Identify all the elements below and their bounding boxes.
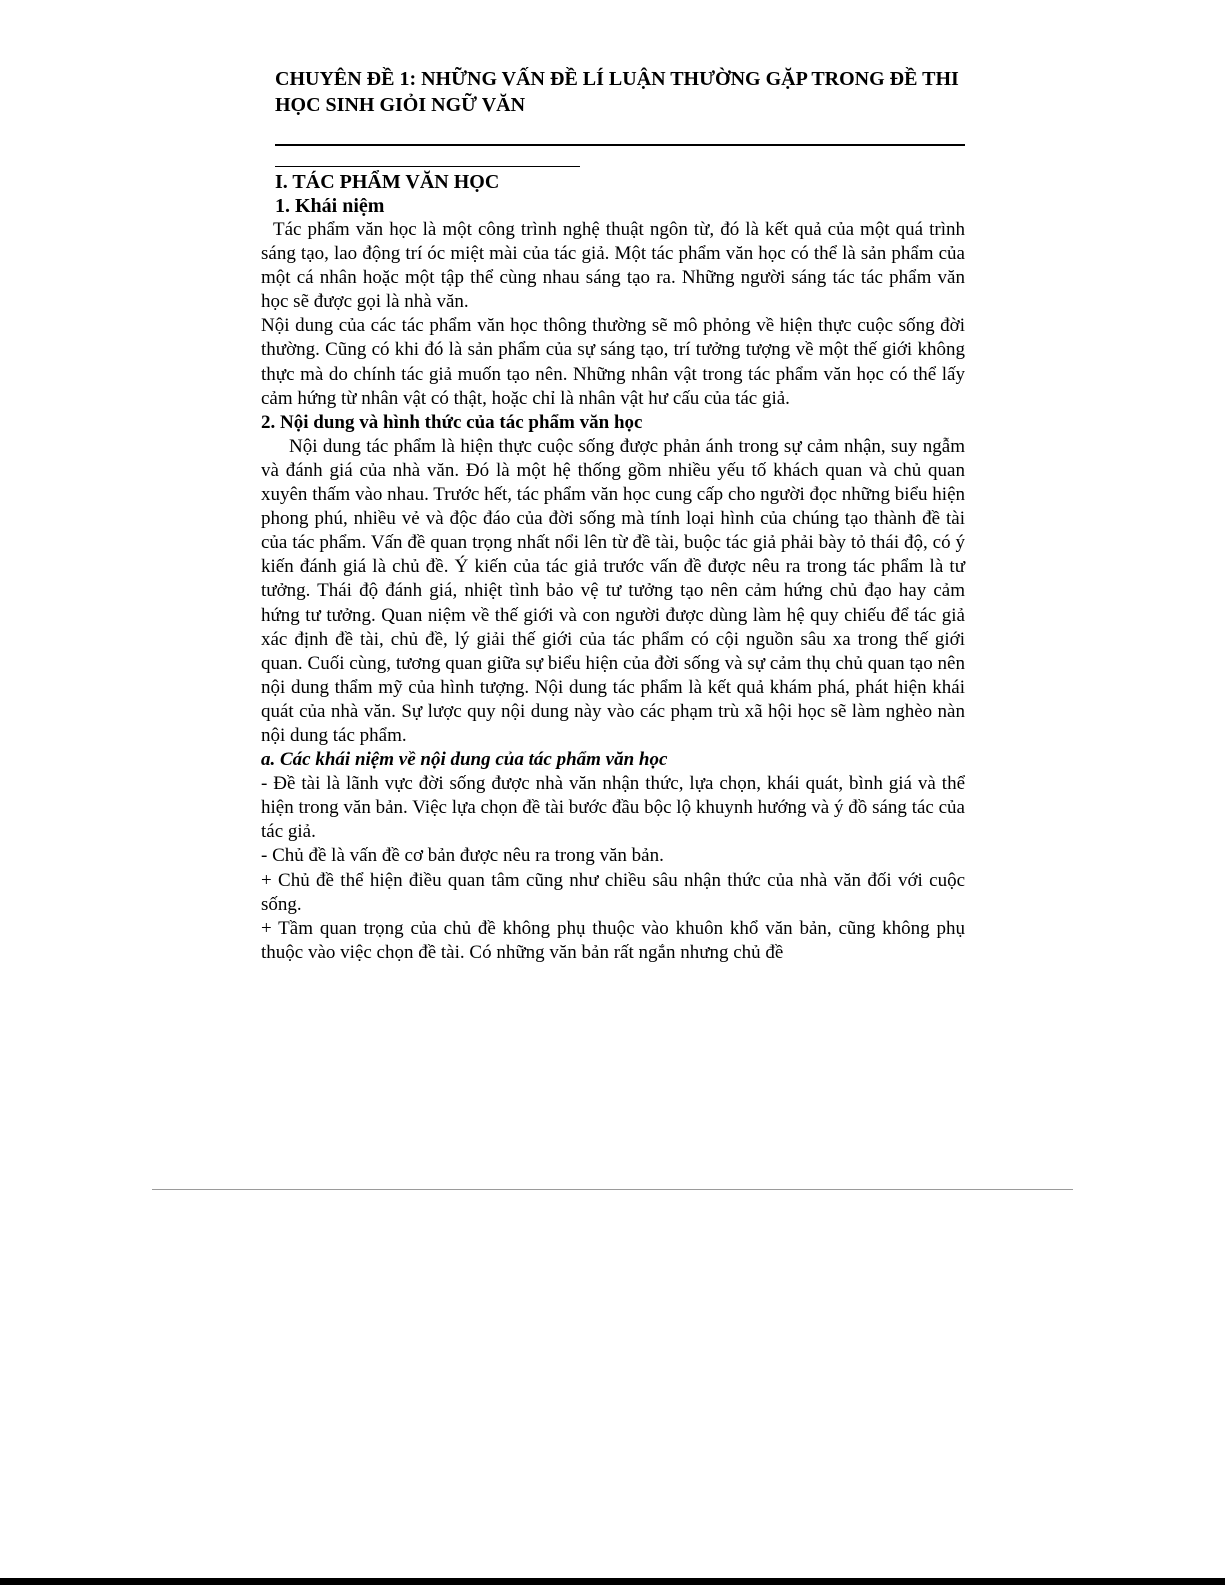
page-footer-divider [152, 1189, 1073, 1190]
section-divider [275, 166, 580, 167]
paragraph-content-overview: Nội dung của các tác phẩm văn học thông thường sẽ mô phỏng về hiện thực cuộc sống đời thường. Cũng có khi đó là sản phẩm của sự sáng tạo, trí tưởng tượng về một thế giới không thực mà do chính tác giả muốn tạo nên. Những nhân vật trong tác phẩm văn học có thể lấy cảm hứng từ nhân vật có thật, hoặc chỉ là nhân vật hư cấu của tác giả. [261, 315, 965, 409]
page-bottom-edge [0, 1578, 1225, 1585]
subheading-content-form: 2. Nội dung và hình thức của tác phẩm văn học [261, 411, 643, 433]
list-item-main-theme: - Chủ đề là vấn đề cơ bản được nêu ra trong văn bản. [261, 845, 664, 867]
body-text [261, 218, 965, 965]
paragraph-definition: Tác phẩm văn học là một công trình nghệ thuật ngôn từ, đó là kết quả của một quá trình sáng tạo, lao động trí óc miệt mài của tác giả. Một tác phẩm văn học có thể là sản phẩm của một cá nhân hoặc một tập thể cùng nhau sáng tạo ra. Những người sáng tác tác phẩm văn học sẽ được gọi là nhà văn. [261, 219, 965, 313]
subheading-content-concepts: a. Các khái niệm về nội dung của tác phẩm văn học [261, 749, 668, 771]
section-heading: I. TÁC PHẨM VĂN HỌC [275, 171, 500, 193]
paragraph-content-detail: Nội dung tác phẩm là hiện thực cuộc sống được phản ánh trong sự cảm nhận, suy ngẫm và đánh giá của nhà văn. Đó là một hệ thống gồm nhiều yếu tố khách quan và chủ quan xuyên thấm vào nhau. Trước hết, tác phẩm văn học cung cấp cho người đọc những biểu hiện phong phú, nhiều vẻ và độc đáo của đời sống mà tính loại hình của chúng tạo thành đề tài của tác phẩm. Vấn đề quan trọng nhất nổi lên từ đề tài, buộc tác giả phải bày tỏ thái độ, có ý kiến đánh giá là chủ đề. Ý kiến của tác giả trước vấn đề được nêu ra trong tác phẩm là tư tưởng. Thái độ đánh giá, nhiệt tình bảo vệ tư tưởng tạo nên cảm hứng chủ đạo hay cảm hứng tư tưởng. Quan niệm về thế giới và con người được dùng làm hệ quy chiếu để tác giả xác định đề tài, chủ đề, lý giải thế giới của tác phẩm có cội nguồn sâu xa trong thế giới quan. Cuối cùng, tương quan giữa sự biểu hiện của đời sống và sự cảm thụ chủ quan tạo nên nội dung thẩm mỹ của hình tượng. Nội dung tác phẩm là kết quả khám phá, phát hiện khái quát của nhà văn. Sự lược quy nội dung này vào các phạm trù xã hội học sẽ làm nghèo nàn nội dung tác phẩm. [261, 435, 965, 746]
document-title: CHUYÊN ĐỀ 1: NHỮNG VẤN ĐỀ LÍ LUẬN THƯỜNG GẶP TRONG ĐỀ THI HỌC SINH GIỎI NGỮ VĂN [275, 68, 959, 116]
subheading-definition: 1. Khái niệm [275, 195, 385, 217]
list-item-theme-topic: - Đề tài là lãnh vực đời sống được nhà văn nhận thức, lựa chọn, khái quát, bình giá và thể hiện trong văn bản. Việc lựa chọn đề tài bước đầu bộc lộ khuynh hướng và ý đồ sáng tác của tác giả. [261, 773, 965, 843]
list-item-theme-importance: + Tầm quan trọng của chủ đề không phụ thuộc vào khuôn khổ văn bản, cũng không phụ thuộc vào việc chọn đề tài. Có những văn bản rất ngắn nhưng chủ đề [261, 917, 965, 963]
title-divider [275, 144, 965, 146]
list-item-theme-concern: + Chủ đề thể hiện điều quan tâm cũng như chiều sâu nhận thức của nhà văn đối với cuộc sống. [261, 869, 965, 915]
